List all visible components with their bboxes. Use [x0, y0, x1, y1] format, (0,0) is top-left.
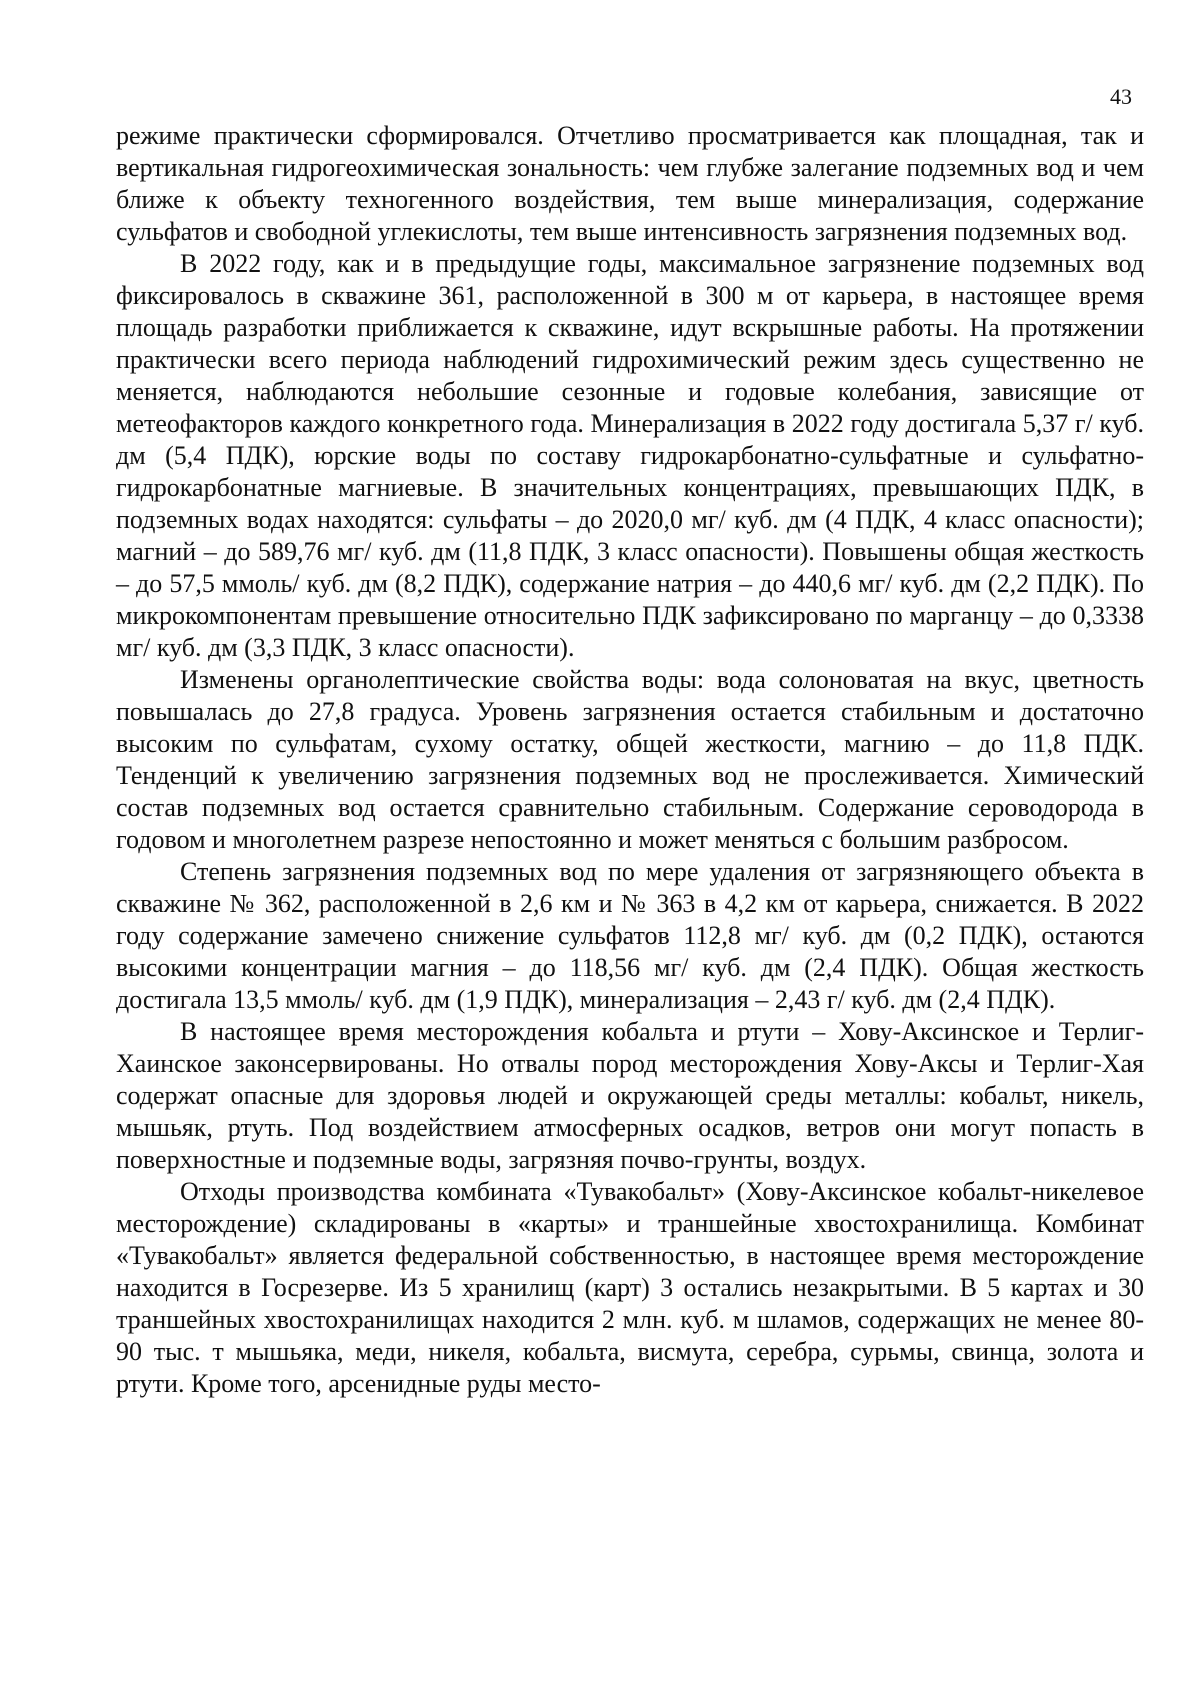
body-text — [116, 120, 1144, 1400]
paragraph-well-361: В 2022 году, как и в предыдущие годы, максимальное загрязнение подземных вод фиксировалось в скважине 361, расположенной в 300 м от карьера, в настоящее время площадь разработки приближается к скважине, идут вскрышные работы. На протяжении практически всего периода наблюдений гидрохимический режим здесь существенно не меняется, наблюдаются небольшие сезонные и годовые колебания, зависящие от метеофакторов каждого конкретного года. Минерализация в 2022 году достигала 5,37 г/ куб. дм (5,4 ПДК), юрские воды по составу гидрокарбонатно-сульфатные и сульфатно-гидрокарбонатные магниевые. В значительных концентрациях, превышающих ПДК, в подземных водах находятся: сульфаты – до 2020,0 мг/ куб. дм (4 ПДК, 4 класс опасности); магний – до 589,76 мг/ куб. дм (11,8 ПДК, 3 класс опасности). Повышены общая жесткость – до 57,5 ммоль/ куб. дм (8,2 ПДК), содержание натрия – до 440,6 мг/ куб. дм (2,2 ПДК). По микрокомпонентам превышение относительно ПДК зафиксировано по марганцу – до 0,3338 мг/ куб. дм (3,3 ПДК, 3 класс опасности). — [116, 249, 1144, 662]
paragraph-tuvakobalt-waste: Отходы производства комбината «Тувакобальт» (Хову-Аксинское кобальт-никелевое месторождение) складированы в «карты» и траншейные хвостохранилища. Комбинат «Тувакобальт» является федеральной собственностью, в настоящее время месторождение находится в Госрезерве. Из 5 хранилищ (карт) 3 остались незакрытыми. В 5 картах и 30 траншейных хвостохранилищах находится 2 млн. куб. м шламов, содержащих не менее 80-90 тыс. т мышьяка, меди, никеля, кобальта, висмута, серебра, сурьмы, свинца, золота и ртути. Кроме того, арсенидные руды место- — [116, 1177, 1144, 1398]
paragraph-continuation: режиме практически сформировался. Отчетливо просматривается как площадная, так и вертикальная гидрогеохимическая зональность: чем глубже залегание подземных вод и чем ближе к объекту техногенного воздействия, тем выше минерализация, содержание сульфатов и свободной углекислоты, тем выше интенсивность загрязнения подземных вод. — [116, 121, 1144, 246]
paragraph-organoleptic-properties: Изменены органолептические свойства воды: вода солоноватая на вкус, цветность повышалась до 27,8 градуса. Уровень загрязнения остается стабильным и достаточно высоким по сульфатам, сухому остатку, общей жесткости, магнию – до 11,8 ПДК. Тенденций к увеличению загрязнения подземных вод не прослеживается. Химический состав подземных вод остается сравнительно стабильным. Содержание сероводорода в годовом и многолетнем разрезе непостоянно и может меняться с большим разбросом. — [116, 665, 1144, 854]
paragraph-cobalt-mercury-deposits: В настоящее время месторождения кобальта и ртути – Хову-Аксинское и Терлиг-Хаинское законсервированы. Но отвалы пород месторождения Хову-Аксы и Терлиг-Хая содержат опасные для здоровья людей и окружающей среды металлы: кобальт, никель, мышьяк, ртуть. Под воздействием атмосферных осадков, ветров они могут попасть в поверхностные и подземные воды, загрязняя почво-грунты, воздух. — [116, 1017, 1144, 1174]
paragraph-wells-362-363: Степень загрязнения подземных вод по мере удаления от загрязняющего объекта в скважине № 362, расположенной в 2,6 км и № 363 в 4,2 км от карьера, снижается. В 2022 году содержание замечено снижение сульфатов 112,8 мг/ куб. дм (0,2 ПДК), остаются высокими концентрации магния – до 118,56 мг/ куб. дм (2,4 ПДК). Общая жесткость достигала 13,5 ммоль/ куб. дм (1,9 ПДК), минерализация – 2,43 г/ куб. дм (2,4 ПДК). — [116, 857, 1144, 1014]
page-number: 43 — [1110, 84, 1132, 109]
